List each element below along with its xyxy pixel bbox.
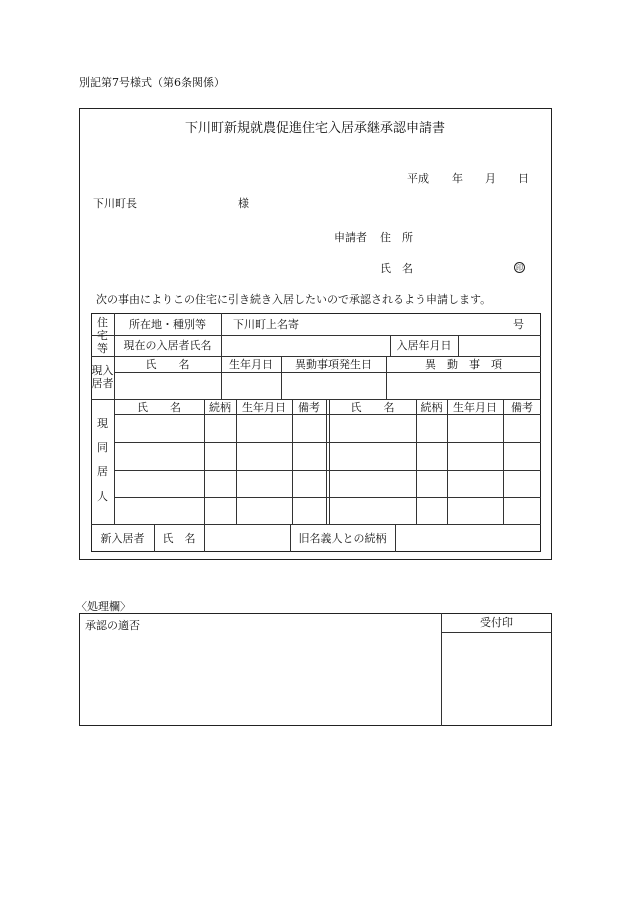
cohabitant-header-relation-left: 続柄 — [209, 401, 231, 414]
form-title: 下川町新規就農促進住宅入居承継承認申請書 — [184, 121, 445, 136]
housing-section-label-3: 等 — [97, 342, 108, 355]
date-month: 月 — [485, 172, 496, 185]
date-year: 年 — [452, 172, 463, 185]
receipt-stamp-label: 受付印 — [480, 616, 513, 629]
date-era: 平成 — [407, 172, 429, 185]
former-holder-relation-label: 旧名義人との続柄 — [298, 532, 387, 545]
statement-text: 次の事由によりこの住宅に引き続き入居したいので承認されるよう申請します。 — [96, 293, 492, 306]
current-resident-section-label-2: 居者 — [91, 377, 114, 390]
addressee-honorific: 様 — [238, 197, 249, 210]
current-resident-name-label: 現在の入居者氏名 — [123, 339, 212, 352]
date-day: 日 — [518, 172, 529, 185]
housing-section-label-1: 住 — [97, 316, 108, 329]
cohabitant-header-remarks-left: 備考 — [298, 401, 320, 414]
location-value: 下川町上名寄 — [233, 318, 299, 331]
cohabitant-section-label-3: 居 — [97, 465, 108, 478]
current-resident-header-change-date: 異動事項発生日 — [295, 358, 372, 371]
number-suffix: 号 — [513, 318, 524, 331]
location-label: 所在地・種別等 — [129, 318, 206, 331]
housing-section-label-2: 宅 — [97, 329, 108, 342]
addressee-name: 下川町長 — [93, 197, 137, 210]
cohabitant-section-label-4: 人 — [97, 490, 108, 503]
new-resident-name-label: 氏 名 — [162, 532, 196, 545]
form-reference: 別記第7号様式（第6条関係） — [79, 76, 225, 89]
cohabitant-section-label-1: 現 — [97, 417, 108, 430]
current-resident-header-name: 氏 名 — [145, 358, 190, 371]
processing-heading: 〈処理欄〉 — [76, 600, 131, 613]
current-resident-header-change-item: 異 動 事 項 — [425, 358, 502, 371]
cohabitant-header-remarks-right: 備考 — [511, 401, 533, 414]
cohabitant-header-birthdate-left: 生年月日 — [242, 401, 286, 414]
cohabitant-section-label-2: 同 — [97, 441, 108, 454]
seal-mark-icon: 印 — [516, 263, 523, 272]
new-resident-label: 新入居者 — [100, 532, 145, 545]
processing-box — [79, 613, 552, 726]
applicant-name-label: 氏 名 — [380, 262, 413, 275]
applicant-label: 申請者 — [334, 231, 367, 244]
cohabitant-header-relation-right: 続柄 — [420, 401, 443, 414]
cohabitant-header-name-left: 氏 名 — [137, 401, 181, 414]
cohabitant-header-name-right: 氏 名 — [350, 401, 395, 414]
cohabitant-header-birthdate-right: 生年月日 — [453, 401, 497, 414]
current-resident-header-birthdate: 生年月日 — [229, 358, 273, 371]
move-in-date-label: 入居年月日 — [396, 339, 452, 352]
current-resident-section-label-1: 現入 — [91, 364, 114, 377]
approval-label: 承認の適否 — [85, 619, 140, 632]
applicant-address-label: 住 所 — [380, 231, 413, 244]
